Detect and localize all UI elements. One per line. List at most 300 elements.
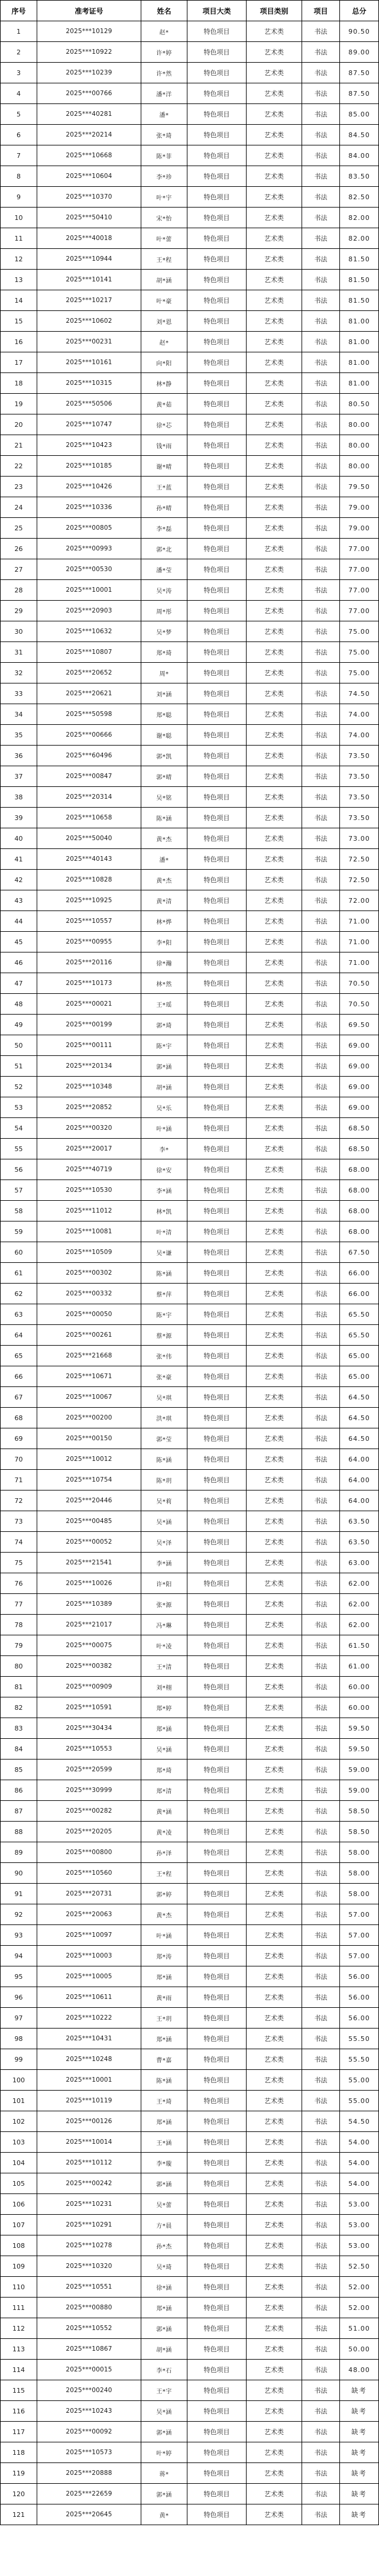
cell-seq: 118 — [1, 2442, 37, 2463]
cell-score: 59.00 — [340, 1780, 379, 1801]
cell-score: 74.00 — [340, 725, 379, 746]
cell-score: 77.00 — [340, 601, 379, 621]
cell-category: 特色项目 — [187, 1408, 247, 1428]
cell-score: 77.00 — [340, 580, 379, 601]
table-row — [1, 1532, 379, 1553]
cell-category: 特色项目 — [187, 787, 247, 808]
cell-name: 吴*蕾 — [141, 2194, 187, 2215]
table-row — [1, 828, 379, 849]
cell-seq: 2 — [1, 42, 37, 63]
cell-category: 特色项目 — [187, 1035, 247, 1056]
cell-ticket: 2025***00666 — [37, 725, 141, 746]
table-row — [1, 766, 379, 787]
cell-name: 孙*晴 — [141, 497, 187, 518]
cell-seq: 64 — [1, 1325, 37, 1346]
cell-type: 艺术类 — [247, 2484, 302, 2504]
cell-name: 郑*清 — [141, 1780, 187, 1801]
cell-name: 蔡*源 — [141, 1325, 187, 1346]
cell-type: 艺术类 — [247, 2380, 302, 2401]
cell-item: 书法 — [302, 2235, 340, 2256]
cell-score: 80.00 — [340, 456, 379, 477]
cell-type: 艺术类 — [247, 870, 302, 890]
cell-score: 50.00 — [340, 2339, 379, 2360]
cell-type: 艺术类 — [247, 1428, 302, 1449]
cell-type: 艺术类 — [247, 518, 302, 539]
cell-category: 特色项目 — [187, 1780, 247, 1801]
cell-score: 缺考 — [340, 2463, 379, 2484]
cell-ticket: 2025***10001 — [37, 2070, 141, 2091]
cell-category: 特色项目 — [187, 1056, 247, 1077]
cell-category: 特色项目 — [187, 1180, 247, 1201]
cell-score: 56.00 — [340, 2008, 379, 2029]
cell-name: 钱*雨 — [141, 435, 187, 456]
cell-score: 72.50 — [340, 849, 379, 870]
cell-category: 特色项目 — [187, 311, 247, 332]
cell-category: 特色项目 — [187, 518, 247, 539]
cell-item: 书法 — [302, 166, 340, 187]
table-row — [1, 145, 379, 166]
cell-score: 71.00 — [340, 952, 379, 973]
table-row — [1, 994, 379, 1015]
cell-seq: 113 — [1, 2339, 37, 2360]
cell-item: 书法 — [302, 187, 340, 208]
cell-name: 黄*雨 — [141, 1987, 187, 2008]
cell-seq: 32 — [1, 663, 37, 683]
cell-ticket: 2025***20314 — [37, 787, 141, 808]
cell-type: 艺术类 — [247, 290, 302, 311]
cell-item: 书法 — [302, 704, 340, 725]
cell-name: 王*蓝 — [141, 477, 187, 497]
cell-category: 特色项目 — [187, 2401, 247, 2422]
cell-type: 艺术类 — [247, 2173, 302, 2194]
cell-score: 61.00 — [340, 1656, 379, 1677]
cell-type: 艺术类 — [247, 1180, 302, 1201]
cell-ticket: 2025***20063 — [37, 1904, 141, 1925]
cell-category: 特色项目 — [187, 1946, 247, 1966]
cell-category: 特色项目 — [187, 166, 247, 187]
cell-ticket: 2025***20446 — [37, 1490, 141, 1511]
cell-item: 书法 — [302, 83, 340, 104]
cell-name: 叶*清 — [141, 1221, 187, 1242]
cell-category: 特色项目 — [187, 849, 247, 870]
cell-item: 书法 — [302, 435, 340, 456]
table-row — [1, 2360, 379, 2380]
cell-seq: 3 — [1, 63, 37, 83]
cell-ticket: 2025***40719 — [37, 1159, 141, 1180]
cell-score: 52.00 — [340, 2277, 379, 2298]
cell-item: 书法 — [302, 1760, 340, 1780]
cell-category: 特色项目 — [187, 270, 247, 290]
cell-score: 58.00 — [340, 1863, 379, 1884]
cell-type: 艺术类 — [247, 2194, 302, 2215]
cell-item: 书法 — [302, 2380, 340, 2401]
cell-ticket: 2025***00199 — [37, 1015, 141, 1035]
cell-ticket: 2025***10431 — [37, 2029, 141, 2049]
cell-category: 特色项目 — [187, 2111, 247, 2132]
cell-category: 特色项目 — [187, 932, 247, 952]
cell-seq: 80 — [1, 1656, 37, 1677]
cell-score: 68.00 — [340, 1201, 379, 1221]
cell-item: 书法 — [302, 1428, 340, 1449]
cell-name: 陈*宇 — [141, 1035, 187, 1056]
cell-ticket: 2025***10632 — [37, 621, 141, 642]
cell-ticket: 2025***22659 — [37, 2484, 141, 2504]
cell-item: 书法 — [302, 1532, 340, 1553]
cell-seq: 21 — [1, 435, 37, 456]
table-row — [1, 1470, 379, 1490]
header-category: 项目大类 — [187, 1, 247, 21]
cell-item: 书法 — [302, 311, 340, 332]
cell-category: 特色项目 — [187, 42, 247, 63]
cell-type: 艺术类 — [247, 849, 302, 870]
cell-ticket: 2025***00111 — [37, 1035, 141, 1056]
cell-score: 63.50 — [340, 1511, 379, 1532]
cell-score: 79.50 — [340, 477, 379, 497]
cell-item: 书法 — [302, 601, 340, 621]
cell-seq: 99 — [1, 2049, 37, 2070]
cell-ticket: 2025***00261 — [37, 1325, 141, 1346]
cell-item: 书法 — [302, 890, 340, 911]
cell-category: 特色项目 — [187, 414, 247, 435]
cell-seq: 43 — [1, 890, 37, 911]
cell-type: 艺术类 — [247, 2153, 302, 2173]
cell-seq: 87 — [1, 1801, 37, 1822]
table-row — [1, 1242, 379, 1263]
cell-ticket: 2025***10925 — [37, 890, 141, 911]
cell-ticket: 2025***20599 — [37, 1760, 141, 1780]
cell-category: 特色项目 — [187, 1573, 247, 1594]
cell-type: 艺术类 — [247, 1594, 302, 1615]
cell-type: 艺术类 — [247, 911, 302, 932]
cell-category: 特色项目 — [187, 2442, 247, 2463]
cell-item: 书法 — [302, 2008, 340, 2029]
cell-category: 特色项目 — [187, 1635, 247, 1656]
cell-score: 80.50 — [340, 394, 379, 414]
table-row — [1, 1304, 379, 1325]
cell-type: 艺术类 — [247, 1056, 302, 1077]
cell-score: 81.00 — [340, 332, 379, 352]
cell-ticket: 2025***10320 — [37, 2256, 141, 2277]
cell-score: 52.50 — [340, 2256, 379, 2277]
cell-type: 艺术类 — [247, 1904, 302, 1925]
cell-name: 郑*涵 — [141, 2298, 187, 2318]
table-row — [1, 952, 379, 973]
cell-ticket: 2025***00847 — [37, 766, 141, 787]
cell-type: 艺术类 — [247, 1325, 302, 1346]
cell-type: 艺术类 — [247, 1884, 302, 1904]
cell-score: 69.00 — [340, 1056, 379, 1077]
cell-category: 特色项目 — [187, 2070, 247, 2091]
table-row — [1, 1739, 379, 1760]
cell-score: 81.00 — [340, 311, 379, 332]
cell-item: 书法 — [302, 1346, 340, 1366]
cell-seq: 37 — [1, 766, 37, 787]
cell-category: 特色项目 — [187, 1594, 247, 1615]
cell-name: 吴*泽 — [141, 1532, 187, 1553]
cell-category: 特色项目 — [187, 1511, 247, 1532]
table-row — [1, 1366, 379, 1387]
cell-name: 林*静 — [141, 373, 187, 394]
cell-item: 书法 — [302, 2277, 340, 2298]
cell-type: 艺术类 — [247, 1635, 302, 1656]
cell-ticket: 2025***10348 — [37, 1077, 141, 1097]
cell-name: 郭*涵 — [141, 2173, 187, 2194]
cell-ticket: 2025***20017 — [37, 1139, 141, 1159]
cell-type: 艺术类 — [247, 1387, 302, 1408]
cell-item: 书法 — [302, 1097, 340, 1118]
cell-name: 孙*泽 — [141, 1842, 187, 1863]
cell-name: 郭*涵 — [141, 2422, 187, 2442]
cell-item: 书法 — [302, 766, 340, 787]
cell-type: 艺术类 — [247, 1221, 302, 1242]
cell-type: 艺术类 — [247, 352, 302, 373]
cell-name: 吴*谦 — [141, 1242, 187, 1263]
cell-name: 李*珍 — [141, 166, 187, 187]
table-row — [1, 1677, 379, 1697]
cell-name: 吴*乐 — [141, 1097, 187, 1118]
cell-name: 吴*莉 — [141, 1490, 187, 1511]
header-type: 项目类别 — [247, 1, 302, 21]
cell-item: 书法 — [302, 725, 340, 746]
cell-ticket: 2025***00052 — [37, 1532, 141, 1553]
cell-score: 57.00 — [340, 1946, 379, 1966]
cell-ticket: 2025***10754 — [37, 1470, 141, 1490]
cell-seq: 68 — [1, 1408, 37, 1428]
cell-score: 63.00 — [340, 1553, 379, 1573]
cell-category: 特色项目 — [187, 456, 247, 477]
cell-ticket: 2025***40281 — [37, 104, 141, 125]
cell-ticket: 2025***10509 — [37, 1242, 141, 1263]
cell-type: 艺术类 — [247, 704, 302, 725]
cell-type: 艺术类 — [247, 932, 302, 952]
cell-category: 特色项目 — [187, 1863, 247, 1884]
cell-name: 陈*涵 — [141, 808, 187, 828]
table-row — [1, 663, 379, 683]
table-row — [1, 1697, 379, 1718]
cell-name: 李*涵 — [141, 1553, 187, 1573]
cell-item: 书法 — [302, 2401, 340, 2422]
cell-score: 60.00 — [340, 1697, 379, 1718]
cell-ticket: 2025***00332 — [37, 1284, 141, 1304]
cell-type: 艺术类 — [247, 746, 302, 766]
table-row — [1, 373, 379, 394]
table-row — [1, 42, 379, 63]
cell-item: 书法 — [302, 1263, 340, 1284]
cell-seq: 49 — [1, 1015, 37, 1035]
cell-seq: 52 — [1, 1077, 37, 1097]
table-row — [1, 1925, 379, 1946]
cell-score: 84.00 — [340, 145, 379, 166]
table-row — [1, 1097, 379, 1118]
cell-item: 书法 — [302, 932, 340, 952]
cell-name: 王*琦 — [141, 2091, 187, 2111]
cell-ticket: 2025***50410 — [37, 208, 141, 228]
cell-score: 68.00 — [340, 1180, 379, 1201]
cell-name: 郭*涵 — [141, 2318, 187, 2339]
cell-category: 特色项目 — [187, 208, 247, 228]
cell-type: 艺术类 — [247, 2215, 302, 2235]
cell-seq: 61 — [1, 1263, 37, 1284]
cell-ticket: 2025***10012 — [37, 1449, 141, 1470]
cell-seq: 104 — [1, 2153, 37, 2173]
cell-ticket: 2025***10671 — [37, 1366, 141, 1387]
cell-seq: 47 — [1, 973, 37, 994]
cell-score: 74.00 — [340, 704, 379, 725]
cell-seq: 119 — [1, 2463, 37, 2484]
cell-item: 书法 — [302, 2360, 340, 2380]
cell-item: 书法 — [302, 1842, 340, 1863]
cell-item: 书法 — [302, 849, 340, 870]
cell-ticket: 2025***10231 — [37, 2194, 141, 2215]
cell-item: 书法 — [302, 1863, 340, 1884]
header-score: 总分 — [340, 1, 379, 21]
cell-ticket: 2025***50598 — [37, 704, 141, 725]
cell-seq: 57 — [1, 1180, 37, 1201]
cell-ticket: 2025***00800 — [37, 1842, 141, 1863]
cell-name: 吴*涵 — [141, 2401, 187, 2422]
cell-type: 艺术类 — [247, 249, 302, 270]
cell-item: 书法 — [302, 642, 340, 663]
table-row — [1, 890, 379, 911]
cell-type: 艺术类 — [247, 1677, 302, 1697]
cell-ticket: 2025***10026 — [37, 1573, 141, 1594]
cell-category: 特色项目 — [187, 352, 247, 373]
cell-name: 胡*涵 — [141, 1077, 187, 1097]
cell-score: 75.00 — [340, 642, 379, 663]
cell-category: 特色项目 — [187, 21, 247, 42]
table-row — [1, 1594, 379, 1615]
cell-seq: 54 — [1, 1118, 37, 1139]
cell-seq: 15 — [1, 311, 37, 332]
cell-type: 艺术类 — [247, 1139, 302, 1159]
cell-item: 书法 — [302, 1304, 340, 1325]
cell-ticket: 2025***10530 — [37, 1180, 141, 1201]
cell-category: 特色项目 — [187, 2277, 247, 2298]
cell-type: 艺术类 — [247, 1035, 302, 1056]
cell-name: 吴*涛 — [141, 580, 187, 601]
table-row — [1, 1201, 379, 1221]
cell-seq: 114 — [1, 2360, 37, 2380]
cell-category: 特色项目 — [187, 1677, 247, 1697]
cell-seq: 58 — [1, 1201, 37, 1221]
cell-category: 特色项目 — [187, 2422, 247, 2442]
cell-category: 特色项目 — [187, 1739, 247, 1760]
cell-type: 艺术类 — [247, 787, 302, 808]
table-row — [1, 1408, 379, 1428]
cell-name: 黄*杰 — [141, 870, 187, 890]
cell-name: 孙*杰 — [141, 2235, 187, 2256]
table-row — [1, 1884, 379, 1904]
cell-ticket: 2025***10668 — [37, 145, 141, 166]
cell-category: 特色项目 — [187, 1718, 247, 1739]
table-row — [1, 208, 379, 228]
cell-category: 特色项目 — [187, 1532, 247, 1553]
cell-type: 艺术类 — [247, 2091, 302, 2111]
table-row — [1, 1946, 379, 1966]
cell-name: 谢*晴 — [141, 456, 187, 477]
cell-item: 书法 — [302, 145, 340, 166]
cell-type: 艺术类 — [247, 2318, 302, 2339]
cell-item: 书法 — [302, 1490, 340, 1511]
table-row — [1, 2070, 379, 2091]
cell-ticket: 2025***20852 — [37, 1097, 141, 1118]
cell-seq: 79 — [1, 1635, 37, 1656]
cell-score: 69.00 — [340, 1097, 379, 1118]
table-row — [1, 518, 379, 539]
cell-name: 洪*琪 — [141, 1408, 187, 1428]
cell-score: 66.00 — [340, 1263, 379, 1284]
cell-category: 特色项目 — [187, 1139, 247, 1159]
table-header-row — [1, 1, 379, 21]
cell-item: 书法 — [302, 973, 340, 994]
cell-name: 林*然 — [141, 973, 187, 994]
cell-category: 特色项目 — [187, 1822, 247, 1842]
cell-category: 特色项目 — [187, 1015, 247, 1035]
cell-name: 陈*菲 — [141, 145, 187, 166]
cell-seq: 5 — [1, 104, 37, 125]
cell-item: 书法 — [302, 104, 340, 125]
cell-item: 书法 — [302, 1221, 340, 1242]
cell-type: 艺术类 — [247, 1263, 302, 1284]
cell-ticket: 2025***60496 — [37, 746, 141, 766]
header-ticket: 准考证号 — [37, 1, 141, 21]
cell-ticket: 2025***00231 — [37, 332, 141, 352]
cell-item: 书法 — [302, 332, 340, 352]
table-row — [1, 746, 379, 766]
cell-item: 书法 — [302, 870, 340, 890]
cell-seq: 6 — [1, 125, 37, 145]
cell-seq: 34 — [1, 704, 37, 725]
table-row — [1, 2132, 379, 2153]
cell-ticket: 2025***11012 — [37, 1201, 141, 1221]
cell-ticket: 2025***10067 — [37, 1387, 141, 1408]
cell-category: 特色项目 — [187, 1118, 247, 1139]
cell-type: 艺术类 — [247, 1346, 302, 1366]
cell-ticket: 2025***10602 — [37, 311, 141, 332]
cell-seq: 67 — [1, 1387, 37, 1408]
cell-type: 艺术类 — [247, 456, 302, 477]
cell-type: 艺术类 — [247, 1946, 302, 1966]
cell-category: 特色项目 — [187, 2091, 247, 2111]
cell-score: 55.00 — [340, 2091, 379, 2111]
cell-category: 特色项目 — [187, 1387, 247, 1408]
cell-name: 郑*涵 — [141, 1718, 187, 1739]
cell-seq: 7 — [1, 145, 37, 166]
cell-ticket: 2025***00092 — [37, 2422, 141, 2442]
cell-seq: 30 — [1, 621, 37, 642]
cell-score: 58.50 — [340, 1801, 379, 1822]
cell-category: 特色项目 — [187, 828, 247, 849]
cell-seq: 116 — [1, 2401, 37, 2422]
cell-category: 特色项目 — [187, 1097, 247, 1118]
cell-ticket: 2025***10423 — [37, 435, 141, 456]
table-row — [1, 1780, 379, 1801]
cell-seq: 36 — [1, 746, 37, 766]
cell-name: 李*璇 — [141, 2153, 187, 2173]
table-row — [1, 228, 379, 249]
cell-item: 书法 — [302, 1966, 340, 1987]
cell-score: 71.00 — [340, 911, 379, 932]
cell-seq: 100 — [1, 2070, 37, 2091]
cell-item: 书法 — [302, 2298, 340, 2318]
cell-type: 艺术类 — [247, 270, 302, 290]
cell-ticket: 2025***10185 — [37, 456, 141, 477]
table-row — [1, 1863, 379, 1884]
cell-score: 59.50 — [340, 1718, 379, 1739]
cell-seq: 98 — [1, 2029, 37, 2049]
cell-type: 艺术类 — [247, 2504, 302, 2525]
cell-type: 艺术类 — [247, 145, 302, 166]
